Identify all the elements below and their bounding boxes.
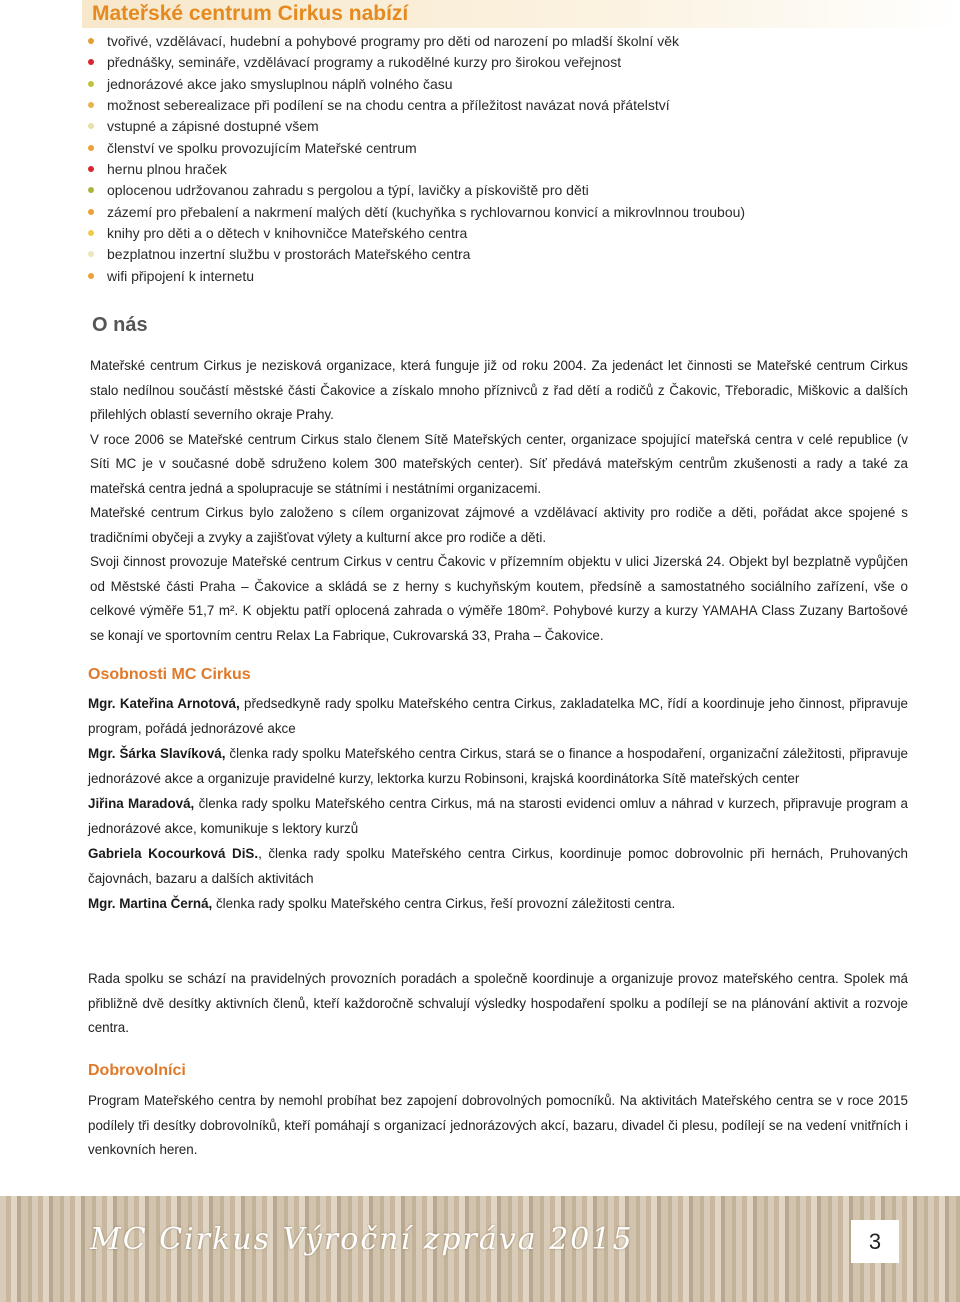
footer-title: MC Cirkus Výroční zpráva 2015 (90, 1222, 634, 1257)
person-entry (88, 892, 908, 917)
footer-banner (0, 1196, 960, 1302)
offer-list-item (82, 223, 922, 244)
offer-text: přednášky, semináře, vzdělávací programy a rukodělné kurzy pro širokou veřejnost (107, 54, 622, 71)
person-role: členka rady spolku Mateřského centra Cirkus, řeší provozní záležitosti centra. (212, 896, 676, 911)
person-role: předsedkyně rady spolku Mateřského centra Cirkus, zakladatelka MC, řídí a koordinuje jeho činnost, připravuje program, pořádá jednorázové akce (88, 696, 908, 736)
offer-list-item (82, 244, 922, 265)
offer-list-item (82, 52, 922, 73)
about-paragraph-1: Mateřské centrum Cirkus je nezisková organizace, která funguje již od roku 2004. Za jedenáct let činnosti se Mateřské centrum Cirkus stalo nedílnou součástí městské části Čakovice a získalo mnoho příznivců z řad dětí a rodičů z Čakovic, Třeboradic, Miškovic a dalších přilehlých oblastí severního okraje Prahy. (90, 358, 908, 422)
bullet-dot-icon (88, 273, 94, 279)
offer-text: knihy pro děti a o dětech v knihovničce Mateřského centra (107, 225, 468, 242)
offer-text: wifi připojení k internetu (107, 267, 255, 284)
offer-text: vstupné a zápisné dostupné všem (107, 118, 319, 135)
about-paragraph-2: V roce 2006 se Mateřské centrum Cirkus stalo členem Sítě Mateřských center, organizace spojující mateřská centra v celé republice (v Síti MC je v současné době sdruženo kolem 300 mateřských center). Síť předává mateřským centrům zkušenosti a rady a také za mateřská centra jedná a spolupracuje se státními i nestátními organizacemi. (90, 431, 908, 496)
offer-text: možnost seberealizace při podílení se na chodu centra a příležitost navázat nová přátelství (107, 97, 670, 114)
offer-list-item (82, 202, 922, 223)
people-title: Osobnosti MC Cirkus (88, 666, 251, 683)
bullet-dot-icon (88, 81, 94, 87)
bullet-dot-icon (88, 102, 94, 108)
person-entry (88, 792, 908, 841)
person-name: Gabriela Kocourková DiS. (88, 846, 259, 861)
offer-list-item (82, 116, 922, 137)
person-role: , členka rady spolku Mateřského centra Cirkus, koordinuje pomoc dobrovolnic při hernách, Pruhovaných čajovnách, bazaru a dalších aktivitách (88, 846, 908, 886)
offer-text: jednorázové akce jako smysluplnou náplň volného času (107, 75, 453, 92)
council-paragraph: Rada spolku se schází na pravidelných provozních poradách a společně koordinuje a organizuje provoz mateřského centra. Spolek má přibližně dvě desítky aktivních členů, kteří každoročně schvalují výsledky hospodaření spolku a podílejí se na plánování aktivit a rozvoje centra. (88, 971, 908, 1035)
offer-text: oplocenou udržovanou zahradu s pergolou a týpí, lavičky a pískoviště pro děti (107, 182, 589, 199)
offer-text: zázemí pro přebalení a nakrmení malých dětí (kuchyňka s rychlovarnou konvicí a mikrovlnnou troubou) (107, 203, 746, 220)
offers-list (82, 31, 922, 287)
bullet-dot-icon (88, 209, 94, 215)
volunteers-section (88, 1060, 908, 1163)
volunteers-title: Dobrovolníci (88, 1062, 186, 1079)
page-number: 3 (851, 1220, 899, 1263)
people-list (88, 692, 908, 917)
bullet-dot-icon (88, 145, 94, 151)
bullet-dot-icon (88, 166, 94, 172)
about-paragraph-4: Svoji činnost provozuje Mateřské centrum Cirkus v centru Čakovic v přízemním objektu v ulici Jizerská 24. Objekt byl bezplatně vypůjčen od Městské části Praha – Čakovice a skládá se z herny s kuchyňským koutem, předsíně a samostatného sociálního zařízení, vše o celkové výměře 51,7 m². K objektu patří oplocená zahrada o výměře 180m². Pohybové kurzy a kurzy YAMAHA Class Zuzany Bartošové se konají ve sportovním centru Relax La Fabrique, Cukrovarská 33, Praha – Čakovice. (90, 554, 908, 643)
bullet-dot-icon (88, 251, 94, 257)
council-section (88, 967, 908, 1041)
offer-list-item (82, 266, 922, 287)
offer-list-item (82, 159, 922, 180)
bullet-dot-icon (88, 123, 94, 129)
person-name: Mgr. Kateřina Arnotová, (88, 696, 240, 711)
offer-list-item (82, 74, 922, 95)
person-name: Mgr. Martina Černá, (88, 896, 213, 911)
person-role: členka rady spolku Mateřského centra Cirkus, má na starosti evidenci omluv a náhrad v kurzech, připravuje program a jednorázové akce, komunikuje s lektory kurzů (88, 796, 908, 836)
offers-title: Mateřské centrum Cirkus nabízí (92, 2, 409, 25)
people-section (88, 664, 908, 918)
about-section (90, 312, 908, 648)
offer-text: členství ve spolku provozujícím Mateřské centrum (107, 139, 417, 156)
person-entry (88, 692, 908, 741)
about-title: O nás (92, 314, 148, 336)
volunteers-paragraph: Program Mateřského centra by nemohl probíhat bez zapojení dobrovolných pomocníků. Na aktivitách Mateřského centra se v roce 2015 podílely tři desítky dobrovolníků, kteří pomáhají s organizací jednorázových akcí, bazaru, divadel či plesu, podílejí se na vedení vnitřních i venkovních heren. (88, 1093, 908, 1157)
person-name: Jiřina Maradová, (88, 796, 195, 811)
person-entry (88, 842, 908, 891)
offer-list-item (82, 180, 922, 201)
person-role: členka rady spolku Mateřského centra Cirkus, stará se o finance a hospodaření, organizační záležitosti, připravuje jednorázové akce a organizuje pravidelné kurzy, lektorka kurzu Robinsoni, krajská koordinátorka Sítě mateřských center (88, 746, 909, 786)
bullet-dot-icon (88, 187, 94, 193)
offer-list-item (82, 138, 922, 159)
offer-text: bezplatnou inzertní službu v prostorách Mateřského centra (107, 246, 471, 263)
offer-list-item (82, 95, 922, 116)
offer-text: tvořivé, vzdělávací, hudební a pohybové programy pro děti od narození po mladší školní věk (107, 33, 679, 49)
person-name: Mgr. Šárka Slavíková, (88, 746, 226, 761)
offer-list-item (82, 31, 922, 52)
bullet-dot-icon (88, 38, 94, 44)
bullet-dot-icon (88, 59, 94, 65)
offer-text: hernu plnou hraček (107, 161, 227, 178)
about-paragraph-3: Mateřské centrum Cirkus bylo založeno s cílem organizovat zájmové a vzdělávací aktivity pro rodiče a děti, pořádat akce spojené s tradičními obyčeji a zvyky a zajišťovat výlety a kulturní akce pro rodiče a děti. (90, 505, 908, 545)
person-entry (88, 742, 908, 791)
bullet-dot-icon (88, 230, 94, 236)
